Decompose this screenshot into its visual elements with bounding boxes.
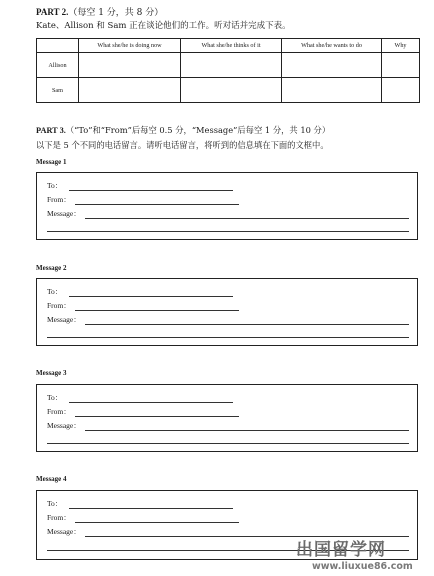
part2-score: （每空 1 分，共 8 分） [68,8,164,18]
part2-heading [36,6,163,19]
table-row [37,53,420,78]
answer-cell[interactable] [79,78,181,103]
message-1-from-blank[interactable] [75,204,239,205]
message-3-from-blank[interactable] [75,416,239,417]
message-1-title: Message 1 [36,158,67,166]
table-row [37,78,420,103]
row-label-sam: Sam [37,78,79,103]
part2-table [36,38,420,103]
message-2-to-blank[interactable] [69,296,233,297]
table-header-cell: Why [382,39,420,53]
message-3-message-blank[interactable] [47,443,409,444]
message-1-to-blank[interactable] [69,190,233,191]
answer-cell[interactable] [282,53,382,78]
part3-score: （“To”和“From”后每空 0.5 分，“Message”后每空 1 分，共 10 分） [65,125,331,135]
message-3-message-label: Message： [47,421,81,430]
message-3-from-label: From： [47,407,71,416]
watermark-url: www.liuxue86.com [312,561,413,572]
message-4-title: Message 4 [36,475,67,483]
answer-cell[interactable] [181,78,282,103]
table-header-row [37,39,420,53]
message-2-from-blank[interactable] [75,310,239,311]
message-3-message-blank[interactable] [85,430,409,431]
message-4-message-label: Message： [47,527,81,536]
message-2-message-blank[interactable] [85,324,409,325]
table-header-cell: What she/he thinks of it [181,39,282,53]
answer-cell[interactable] [382,53,420,78]
message-2-from-label: From： [47,301,71,310]
message-3-to-label: To： [47,393,63,402]
message-1-message-blank[interactable] [85,218,409,219]
part3-instruction: 以下是 5 个不同的电话留言。请听电话留言，将听到的信息填在下面的文框中。 [36,140,329,150]
row-label-allison: Allison [37,53,79,78]
part3-heading [36,124,330,137]
table-header-cell [37,39,79,53]
table-header-cell: What she/he is doing now [79,39,181,53]
message-4-to-blank[interactable] [69,508,233,509]
table-header-cell: What she/he wants to do [282,39,382,53]
watermark-chinese: 出国留学网 [296,540,386,560]
message-1-to-label: To： [47,181,63,190]
message-1-message-blank[interactable] [47,231,409,232]
message-2-to-label: To： [47,287,63,296]
message-1-box [36,172,418,240]
answer-cell[interactable] [382,78,420,103]
answer-cell[interactable] [282,78,382,103]
message-4-from-label: From： [47,513,71,522]
answer-cell[interactable] [79,53,181,78]
message-2-message-blank[interactable] [47,337,409,338]
message-3-title: Message 3 [36,369,67,377]
message-1-message-label: Message： [47,209,81,218]
message-2-box [36,278,418,346]
message-2-message-label: Message： [47,315,81,324]
message-3-to-blank[interactable] [69,402,233,403]
message-3-box [36,384,418,452]
message-4-to-label: To： [47,499,63,508]
message-2-title: Message 2 [36,264,67,272]
watermark [282,540,432,576]
message-4-message-blank[interactable] [85,536,409,537]
part3-title: PART 3. [36,126,66,135]
answer-cell[interactable] [181,53,282,78]
part2-title: PART 2. [36,7,69,17]
message-4-from-blank[interactable] [75,522,239,523]
part2-instruction: Kate、Allison 和 Sam 正在谈论他们的工作。听对话并完成下表。 [36,21,291,31]
message-1-from-label: From： [47,195,71,204]
